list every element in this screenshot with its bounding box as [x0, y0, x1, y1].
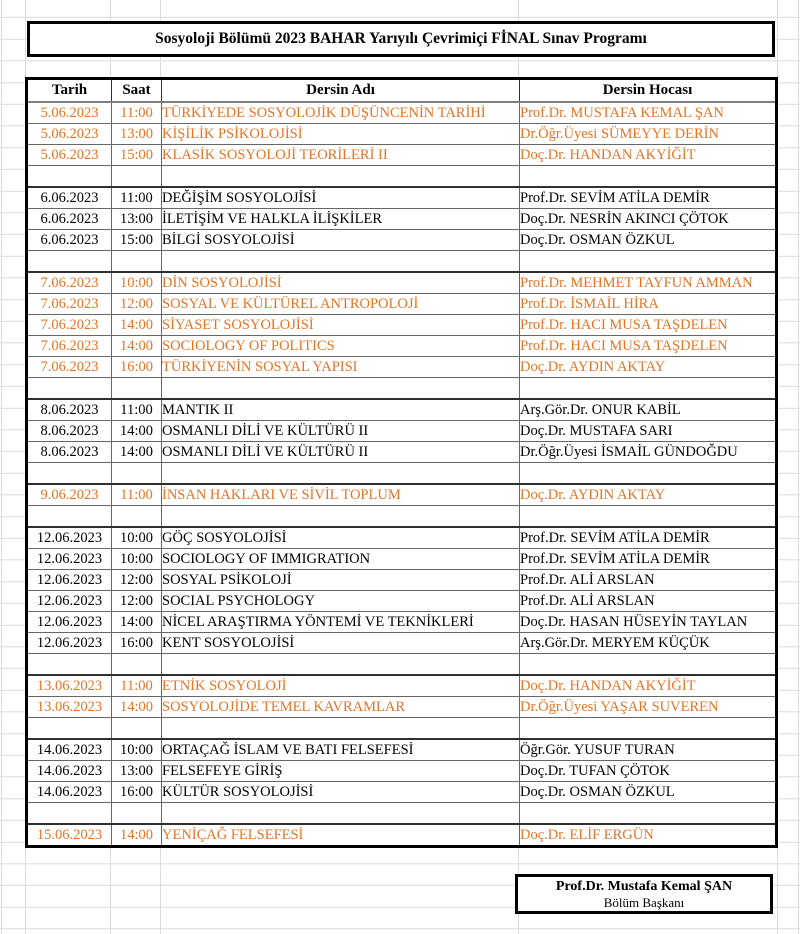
exam-row [27, 399, 777, 421]
cell-time [112, 654, 162, 676]
cell-instructor: Prof.Dr. MEHMET TAYFUN AMMAN [520, 272, 777, 294]
cell-course: SOCIOLOGY OF POLITICS [162, 336, 520, 357]
signature-title: Bölüm Başkanı [603, 895, 685, 910]
cell-instructor: Arş.Gör.Dr. MERYEM KÜÇÜK [520, 633, 777, 654]
cell-time: 11:00 [112, 102, 162, 124]
exam-row [27, 124, 777, 145]
cell-date: 12.06.2023 [27, 527, 112, 549]
exam-row [27, 294, 777, 315]
cell-course: SOCIAL PSYCHOLOGY [162, 591, 520, 612]
cell-instructor [520, 251, 777, 273]
spacer-row [27, 506, 777, 528]
cell-time: 14:00 [112, 612, 162, 633]
cell-course [162, 251, 520, 273]
cell-course: ORTAÇAĞ İSLAM VE BATI FELSEFESİ [162, 739, 520, 761]
exam-row [27, 442, 777, 463]
cell-date: 8.06.2023 [27, 421, 112, 442]
exam-row [27, 697, 777, 718]
cell-instructor [520, 506, 777, 528]
cell-instructor: Prof.Dr. SEVİM ATİLA DEMİR [520, 527, 777, 549]
spacer-row [27, 166, 777, 188]
cell-course [162, 803, 520, 825]
document-title-box [27, 21, 775, 57]
cell-course: BİLGİ SOSYOLOJİSİ [162, 230, 520, 251]
exam-row [27, 633, 777, 654]
exam-row [27, 549, 777, 570]
signature-name: Prof.Dr. Mustafa Kemal ŞAN [555, 879, 733, 894]
cell-time: 11:00 [112, 675, 162, 697]
cell-instructor: Prof.Dr. SEVİM ATİLA DEMİR [520, 549, 777, 570]
cell-instructor [520, 378, 777, 400]
document-title: Sosyoloji Bölümü 2023 BAHAR Yarıyılı Çevrimiçi FİNAL Sınav Programı [155, 30, 647, 47]
exam-row [27, 209, 777, 230]
cell-time: 12:00 [112, 591, 162, 612]
cell-date [27, 378, 112, 400]
cell-date: 8.06.2023 [27, 442, 112, 463]
cell-course: ETNİK SOSYOLOJİ [162, 675, 520, 697]
cell-time [112, 166, 162, 188]
cell-course: SOSYAL PSİKOLOJİ [162, 570, 520, 591]
exam-row [27, 336, 777, 357]
exam-row [27, 187, 777, 209]
cell-time: 14:00 [112, 824, 162, 847]
cell-instructor: Doç.Dr. OSMAN ÖZKUL [520, 782, 777, 803]
cell-instructor [520, 654, 777, 676]
cell-time [112, 378, 162, 400]
cell-instructor: Prof.Dr. MUSTAFA KEMAL ŞAN [520, 102, 777, 124]
cell-date: 6.06.2023 [27, 230, 112, 251]
cell-time [112, 803, 162, 825]
cell-instructor: Doç.Dr. AYDIN AKTAY [520, 484, 777, 506]
cell-time: 16:00 [112, 633, 162, 654]
exam-row [27, 612, 777, 633]
cell-course [162, 166, 520, 188]
cell-date: 12.06.2023 [27, 591, 112, 612]
cell-date: 6.06.2023 [27, 187, 112, 209]
exam-row [27, 824, 777, 847]
cell-time: 14:00 [112, 697, 162, 718]
exam-row [27, 591, 777, 612]
cell-course: SOSYAL VE KÜLTÜREL ANTROPOLOJİ [162, 294, 520, 315]
cell-course: FELSEFEYE GİRİŞ [162, 761, 520, 782]
cell-date: 6.06.2023 [27, 209, 112, 230]
cell-date: 12.06.2023 [27, 549, 112, 570]
cell-instructor: Doç.Dr. NESRİN AKINCI ÇÖTOK [520, 209, 777, 230]
column-header-time: Saat [112, 79, 162, 103]
cell-date: 12.06.2023 [27, 570, 112, 591]
cell-course: YENİÇAĞ FELSEFESİ [162, 824, 520, 847]
cell-course: DEĞİŞİM SOSYOLOJİSİ [162, 187, 520, 209]
cell-date: 12.06.2023 [27, 633, 112, 654]
spreadsheet-gridline [798, 0, 799, 934]
cell-instructor: Dr.Öğr.Üyesi YAŞAR SUVEREN [520, 697, 777, 718]
cell-instructor: Dr.Öğr.Üyesi İSMAİL GÜNDOĞDU [520, 442, 777, 463]
cell-course: SİYASET SOSYOLOJİSİ [162, 315, 520, 336]
cell-course: OSMANLI DİLİ VE KÜLTÜRÜ II [162, 421, 520, 442]
header-row [27, 79, 777, 103]
cell-time: 13:00 [112, 209, 162, 230]
cell-course: İLETİŞİM VE HALKLA İLİŞKİLER [162, 209, 520, 230]
cell-course: KENT SOSYOLOJİSİ [162, 633, 520, 654]
cell-time [112, 718, 162, 740]
cell-date: 13.06.2023 [27, 675, 112, 697]
cell-instructor: Doç.Dr. OSMAN ÖZKUL [520, 230, 777, 251]
cell-course: TÜRKİYENİN SOSYAL YAPISI [162, 357, 520, 378]
cell-course [162, 654, 520, 676]
cell-date: 5.06.2023 [27, 102, 112, 124]
cell-date [27, 463, 112, 485]
cell-instructor: Prof.Dr. ALİ ARSLAN [520, 570, 777, 591]
column-header-instructor: Dersin Hocası [520, 79, 777, 103]
cell-date: 7.06.2023 [27, 294, 112, 315]
spreadsheet-gridline [1, 0, 2, 934]
exam-row [27, 315, 777, 336]
cell-instructor: Doç.Dr. HANDAN AKYİĞİT [520, 675, 777, 697]
column-header-course: Dersin Adı [162, 79, 520, 103]
cell-course: NİCEL ARAŞTIRMA YÖNTEMİ VE TEKNİKLERİ [162, 612, 520, 633]
cell-course: MANTIK II [162, 399, 520, 421]
cell-date: 8.06.2023 [27, 399, 112, 421]
spacer-row [27, 463, 777, 485]
cell-course: GÖÇ SOSYOLOJİSİ [162, 527, 520, 549]
cell-date [27, 506, 112, 528]
spacer-row [27, 803, 777, 825]
cell-time: 10:00 [112, 272, 162, 294]
cell-instructor: Doç.Dr. AYDIN AKTAY [520, 357, 777, 378]
cell-course [162, 506, 520, 528]
cell-date: 7.06.2023 [27, 315, 112, 336]
cell-time: 15:00 [112, 145, 162, 166]
exam-row [27, 782, 777, 803]
exam-row [27, 357, 777, 378]
cell-instructor: Doç.Dr. HASAN HÜSEYİN TAYLAN [520, 612, 777, 633]
cell-instructor [520, 718, 777, 740]
cell-time [112, 506, 162, 528]
cell-date [27, 166, 112, 188]
exam-row [27, 570, 777, 591]
cell-instructor: Doç.Dr. ELİF ERGÜN [520, 824, 777, 847]
cell-date: 13.06.2023 [27, 697, 112, 718]
spacer-row [27, 654, 777, 676]
cell-time: 15:00 [112, 230, 162, 251]
cell-time: 12:00 [112, 570, 162, 591]
column-header-date: Tarih [27, 79, 112, 103]
cell-date [27, 654, 112, 676]
cell-course: DİN SOSYOLOJİSİ [162, 272, 520, 294]
exam-row [27, 230, 777, 251]
cell-instructor: Öğr.Gör. YUSUF TURAN [520, 739, 777, 761]
cell-date: 14.06.2023 [27, 782, 112, 803]
cell-time: 12:00 [112, 294, 162, 315]
cell-instructor [520, 166, 777, 188]
cell-date: 5.06.2023 [27, 145, 112, 166]
cell-time: 13:00 [112, 761, 162, 782]
exam-row [27, 761, 777, 782]
cell-time: 10:00 [112, 527, 162, 549]
cell-date: 5.06.2023 [27, 124, 112, 145]
spacer-row [27, 718, 777, 740]
cell-time: 11:00 [112, 399, 162, 421]
cell-date: 7.06.2023 [27, 272, 112, 294]
cell-instructor: Prof.Dr. İSMAİL HİRA [520, 294, 777, 315]
cell-course: KLASİK SOSYOLOJİ TEORİLERİ II [162, 145, 520, 166]
cell-time [112, 463, 162, 485]
exam-row [27, 739, 777, 761]
cell-instructor: Doç.Dr. MUSTAFA SARI [520, 421, 777, 442]
cell-date: 15.06.2023 [27, 824, 112, 847]
cell-course: SOCIOLOGY OF IMMIGRATION [162, 549, 520, 570]
cell-time: 14:00 [112, 336, 162, 357]
cell-course [162, 718, 520, 740]
cell-time: 14:00 [112, 421, 162, 442]
cell-instructor: Doç.Dr. HANDAN AKYİĞİT [520, 145, 777, 166]
exam-schedule-table [25, 77, 778, 848]
cell-instructor: Arş.Gör.Dr. ONUR KABİL [520, 399, 777, 421]
cell-course: KÜLTÜR SOSYOLOJİSİ [162, 782, 520, 803]
cell-instructor: Prof.Dr. ALİ ARSLAN [520, 591, 777, 612]
cell-time: 11:00 [112, 484, 162, 506]
exam-row [27, 675, 777, 697]
cell-course: OSMANLI DİLİ VE KÜLTÜRÜ II [162, 442, 520, 463]
cell-course: SOSYOLOJİDE TEMEL KAVRAMLAR [162, 697, 520, 718]
cell-date [27, 251, 112, 273]
cell-course [162, 463, 520, 485]
exam-row [27, 145, 777, 166]
cell-date: 14.06.2023 [27, 761, 112, 782]
cell-date: 12.06.2023 [27, 612, 112, 633]
cell-instructor: Prof.Dr. SEVİM ATİLA DEMİR [520, 187, 777, 209]
spacer-row [27, 251, 777, 273]
cell-time: 11:00 [112, 187, 162, 209]
cell-time: 13:00 [112, 124, 162, 145]
exam-row [27, 484, 777, 506]
cell-time: 10:00 [112, 549, 162, 570]
cell-time: 16:00 [112, 357, 162, 378]
cell-instructor [520, 803, 777, 825]
signature-box [515, 874, 773, 914]
cell-instructor: Prof.Dr. HACI MUSA TAŞDELEN [520, 336, 777, 357]
cell-instructor [520, 463, 777, 485]
cell-date: 7.06.2023 [27, 336, 112, 357]
cell-date: 7.06.2023 [27, 357, 112, 378]
cell-time [112, 251, 162, 273]
cell-date [27, 803, 112, 825]
exam-row [27, 527, 777, 549]
cell-date: 9.06.2023 [27, 484, 112, 506]
cell-time: 14:00 [112, 442, 162, 463]
cell-course [162, 378, 520, 400]
cell-instructor: Dr.Öğr.Üyesi SÜMEYYE DERİN [520, 124, 777, 145]
cell-instructor: Doç.Dr. TUFAN ÇÖTOK [520, 761, 777, 782]
cell-course: KİŞİLİK PSİKOLOJİSİ [162, 124, 520, 145]
cell-instructor: Prof.Dr. HACI MUSA TAŞDELEN [520, 315, 777, 336]
exam-row [27, 272, 777, 294]
cell-time: 16:00 [112, 782, 162, 803]
cell-time: 14:00 [112, 315, 162, 336]
cell-course: İNSAN HAKLARI VE SİVİL TOPLUM [162, 484, 520, 506]
cell-date: 14.06.2023 [27, 739, 112, 761]
exam-row [27, 102, 777, 124]
exam-row [27, 421, 777, 442]
cell-date [27, 718, 112, 740]
cell-time: 10:00 [112, 739, 162, 761]
spacer-row [27, 378, 777, 400]
cell-course: TÜRKİYEDE SOSYOLOJİK DÜŞÜNCENİN TARİHİ [162, 102, 520, 124]
